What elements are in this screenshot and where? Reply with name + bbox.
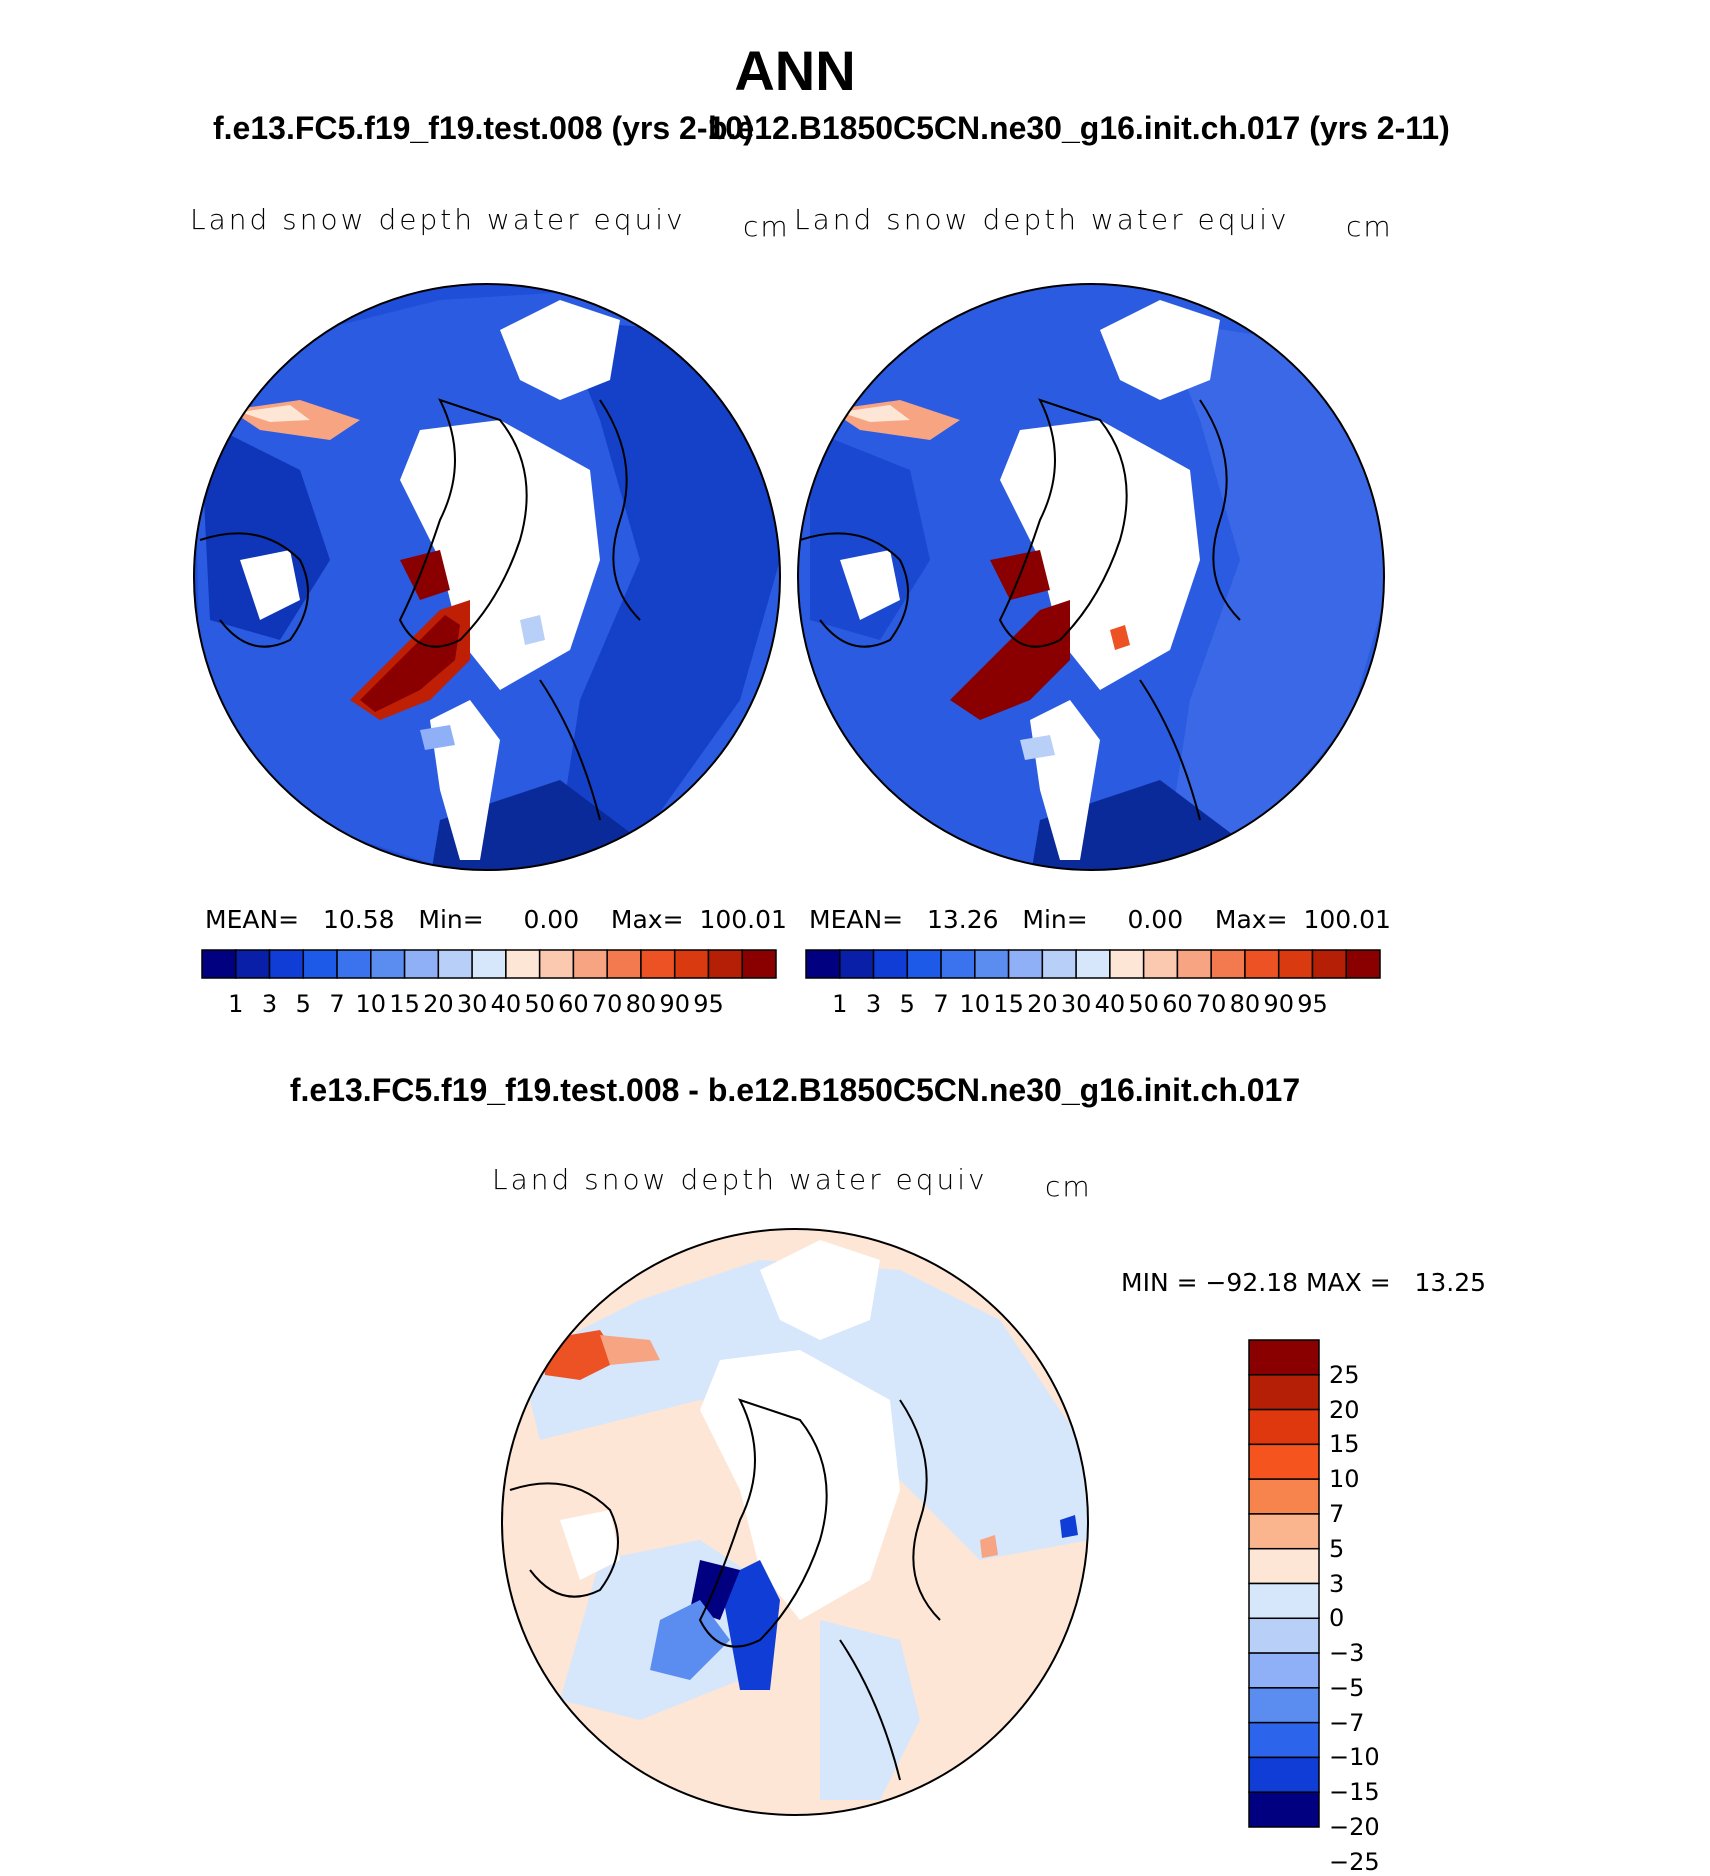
- colorbar-swatch: [540, 950, 574, 978]
- colorbar-tick-label: 15: [389, 990, 420, 1018]
- diff-units-label: cm: [1045, 1170, 1092, 1203]
- colorbar-tick-label: 15: [993, 990, 1024, 1018]
- colorbar-tick-label: 7: [933, 990, 949, 1018]
- colorbar-swatch: [1249, 1757, 1319, 1792]
- colorbar-tick-label: 70: [1195, 990, 1227, 1018]
- colorbar-tick-label: 5: [1329, 1534, 1345, 1563]
- colorbar-tick-label: 50: [1128, 990, 1159, 1018]
- colorbar-swatch: [708, 950, 742, 978]
- colorbar-tick-label: 25: [1329, 1360, 1360, 1389]
- left-units-label: cm: [743, 210, 790, 243]
- colorbar-swatch: [1076, 950, 1110, 978]
- colorbar-swatch: [1249, 1549, 1319, 1584]
- colorbar-tick-label: 90: [659, 990, 690, 1018]
- colorbar-tick-label: 30: [456, 990, 488, 1018]
- colorbar-tick-label: 20: [1027, 990, 1058, 1018]
- colorbar-swatch: [303, 950, 337, 978]
- colorbar-tick-label: 7: [329, 990, 345, 1018]
- colorbar-tick-label: 10: [959, 990, 991, 1018]
- left-stats: MEAN= 10.58 Min= 0.00 Max= 100.01: [205, 905, 787, 934]
- colorbar-swatch: [1249, 1514, 1319, 1549]
- colorbar-tick-label: 40: [490, 990, 522, 1018]
- colorbar-tick-label: 3: [865, 990, 882, 1018]
- colorbar-swatch: [1249, 1584, 1319, 1619]
- right-variable-label: Land snow depth water equiv: [794, 203, 1290, 236]
- colorbar-tick-label: 5: [899, 990, 915, 1018]
- left-colorbar: [202, 950, 776, 978]
- colorbar-swatch: [1249, 1688, 1319, 1723]
- colorbar-swatch: [1249, 1792, 1319, 1827]
- colorbar-swatch: [438, 950, 472, 978]
- colorbar-swatch: [806, 950, 840, 978]
- colorbar-tick-label: 15: [1329, 1430, 1360, 1459]
- colorbar-tick-label: −20: [1329, 1813, 1380, 1841]
- diff-minmax: MIN = −92.18 MAX = 13.25: [1121, 1268, 1487, 1297]
- colorbar-tick-label: 20: [1329, 1395, 1360, 1424]
- colorbar-tick-label: −10: [1329, 1743, 1380, 1772]
- right-colorbar: [806, 950, 1380, 978]
- colorbar-tick-label: −15: [1329, 1778, 1380, 1807]
- colorbar-swatch: [405, 950, 439, 978]
- colorbar-swatch: [641, 950, 675, 978]
- colorbar-tick-label: 95: [693, 990, 724, 1018]
- colorbar-tick-label: 7: [1329, 1499, 1345, 1528]
- colorbar-swatch: [1144, 950, 1178, 978]
- colorbar-swatch: [1249, 1444, 1319, 1479]
- colorbar-swatch: [675, 950, 709, 978]
- colorbar-swatch: [1249, 1375, 1319, 1410]
- colorbar-swatch: [1110, 950, 1144, 978]
- colorbar-swatch: [1249, 1410, 1319, 1445]
- diff-polar-map: [500, 1225, 1100, 1825]
- colorbar-tick-label: −25: [1329, 1847, 1380, 1876]
- colorbar-swatch: [371, 950, 405, 978]
- colorbar-swatch: [1245, 950, 1279, 978]
- colorbar-tick-label: 10: [1329, 1465, 1360, 1494]
- colorbar-tick-label: 30: [1060, 990, 1092, 1018]
- case1-title: f.e13.FC5.f19_f19.test.008 (yrs 2-10): [213, 110, 754, 146]
- colorbar-swatch: [573, 950, 607, 978]
- right-stats: MEAN= 13.26 Min= 0.00 Max= 100.01: [809, 905, 1391, 934]
- colorbar-swatch: [1249, 1618, 1319, 1653]
- colorbar-swatch: [1249, 1340, 1319, 1375]
- colorbar-tick-label: 40: [1094, 990, 1126, 1018]
- colorbar-tick-label: 60: [558, 990, 589, 1018]
- colorbar-swatch: [1249, 1653, 1319, 1688]
- colorbar-tick-label: 5: [295, 990, 311, 1018]
- colorbar-swatch: [1279, 950, 1313, 978]
- colorbar-tick-label: 80: [1229, 990, 1261, 1018]
- colorbar-tick-label: 80: [625, 990, 657, 1018]
- colorbar-tick-label: 60: [1162, 990, 1193, 1018]
- colorbar-tick-label: −3: [1329, 1639, 1365, 1668]
- colorbar-swatch: [941, 950, 975, 978]
- colorbar-swatch: [270, 950, 304, 978]
- colorbar-swatch: [1042, 950, 1076, 978]
- colorbar-swatch: [1211, 950, 1245, 978]
- colorbar-swatch: [472, 950, 506, 978]
- colorbar-tick-label: 90: [1263, 990, 1294, 1018]
- colorbar-tick-label: 50: [524, 990, 555, 1018]
- colorbar-swatch: [1346, 950, 1380, 978]
- colorbar-tick-label: 20: [423, 990, 454, 1018]
- colorbar-tick-label: 0: [1329, 1604, 1345, 1633]
- colorbar-swatch: [907, 950, 941, 978]
- colorbar-swatch: [236, 950, 270, 978]
- colorbar-swatch: [874, 950, 908, 978]
- colorbar-swatch: [607, 950, 641, 978]
- colorbar-tick-label: 95: [1297, 990, 1328, 1018]
- left-variable-label: Land snow depth water equiv: [190, 203, 686, 236]
- colorbar-swatch: [202, 950, 236, 978]
- colorbar-swatch: [1312, 950, 1346, 978]
- colorbar-swatch: [1177, 950, 1211, 978]
- diff-colorbar: [1249, 1340, 1319, 1827]
- colorbar-tick-label: 1: [228, 990, 244, 1018]
- colorbar-swatch: [1009, 950, 1043, 978]
- colorbar-tick-label: −7: [1329, 1708, 1365, 1737]
- diff-variable-label: Land snow depth water equiv: [492, 1163, 988, 1196]
- colorbar-swatch: [1249, 1723, 1319, 1758]
- difference-title: f.e13.FC5.f19_f19.test.008 - b.e12.B1850C5CN.ne30_g16.init.ch.017: [289, 1072, 1301, 1108]
- colorbar-tick-label: 3: [261, 990, 278, 1018]
- colorbar-swatch: [506, 950, 540, 978]
- colorbar-tick-label: 10: [355, 990, 387, 1018]
- colorbar-tick-label: 70: [591, 990, 623, 1018]
- case2-title: b.e12.B1850C5CN.ne30_g16.init.ch.017 (yrs 2-11): [708, 110, 1450, 146]
- colorbar-tick-label: −5: [1329, 1673, 1365, 1702]
- colorbar-swatch: [742, 950, 776, 978]
- plot-title: ANN: [734, 39, 856, 102]
- right-units-label: cm: [1346, 210, 1393, 243]
- colorbar-swatch: [840, 950, 874, 978]
- colorbar-swatch: [337, 950, 371, 978]
- colorbar-swatch: [975, 950, 1009, 978]
- colorbar-tick-label: 1: [832, 990, 848, 1018]
- colorbar-swatch: [1249, 1479, 1319, 1514]
- colorbar-tick-label: 3: [1329, 1569, 1345, 1598]
